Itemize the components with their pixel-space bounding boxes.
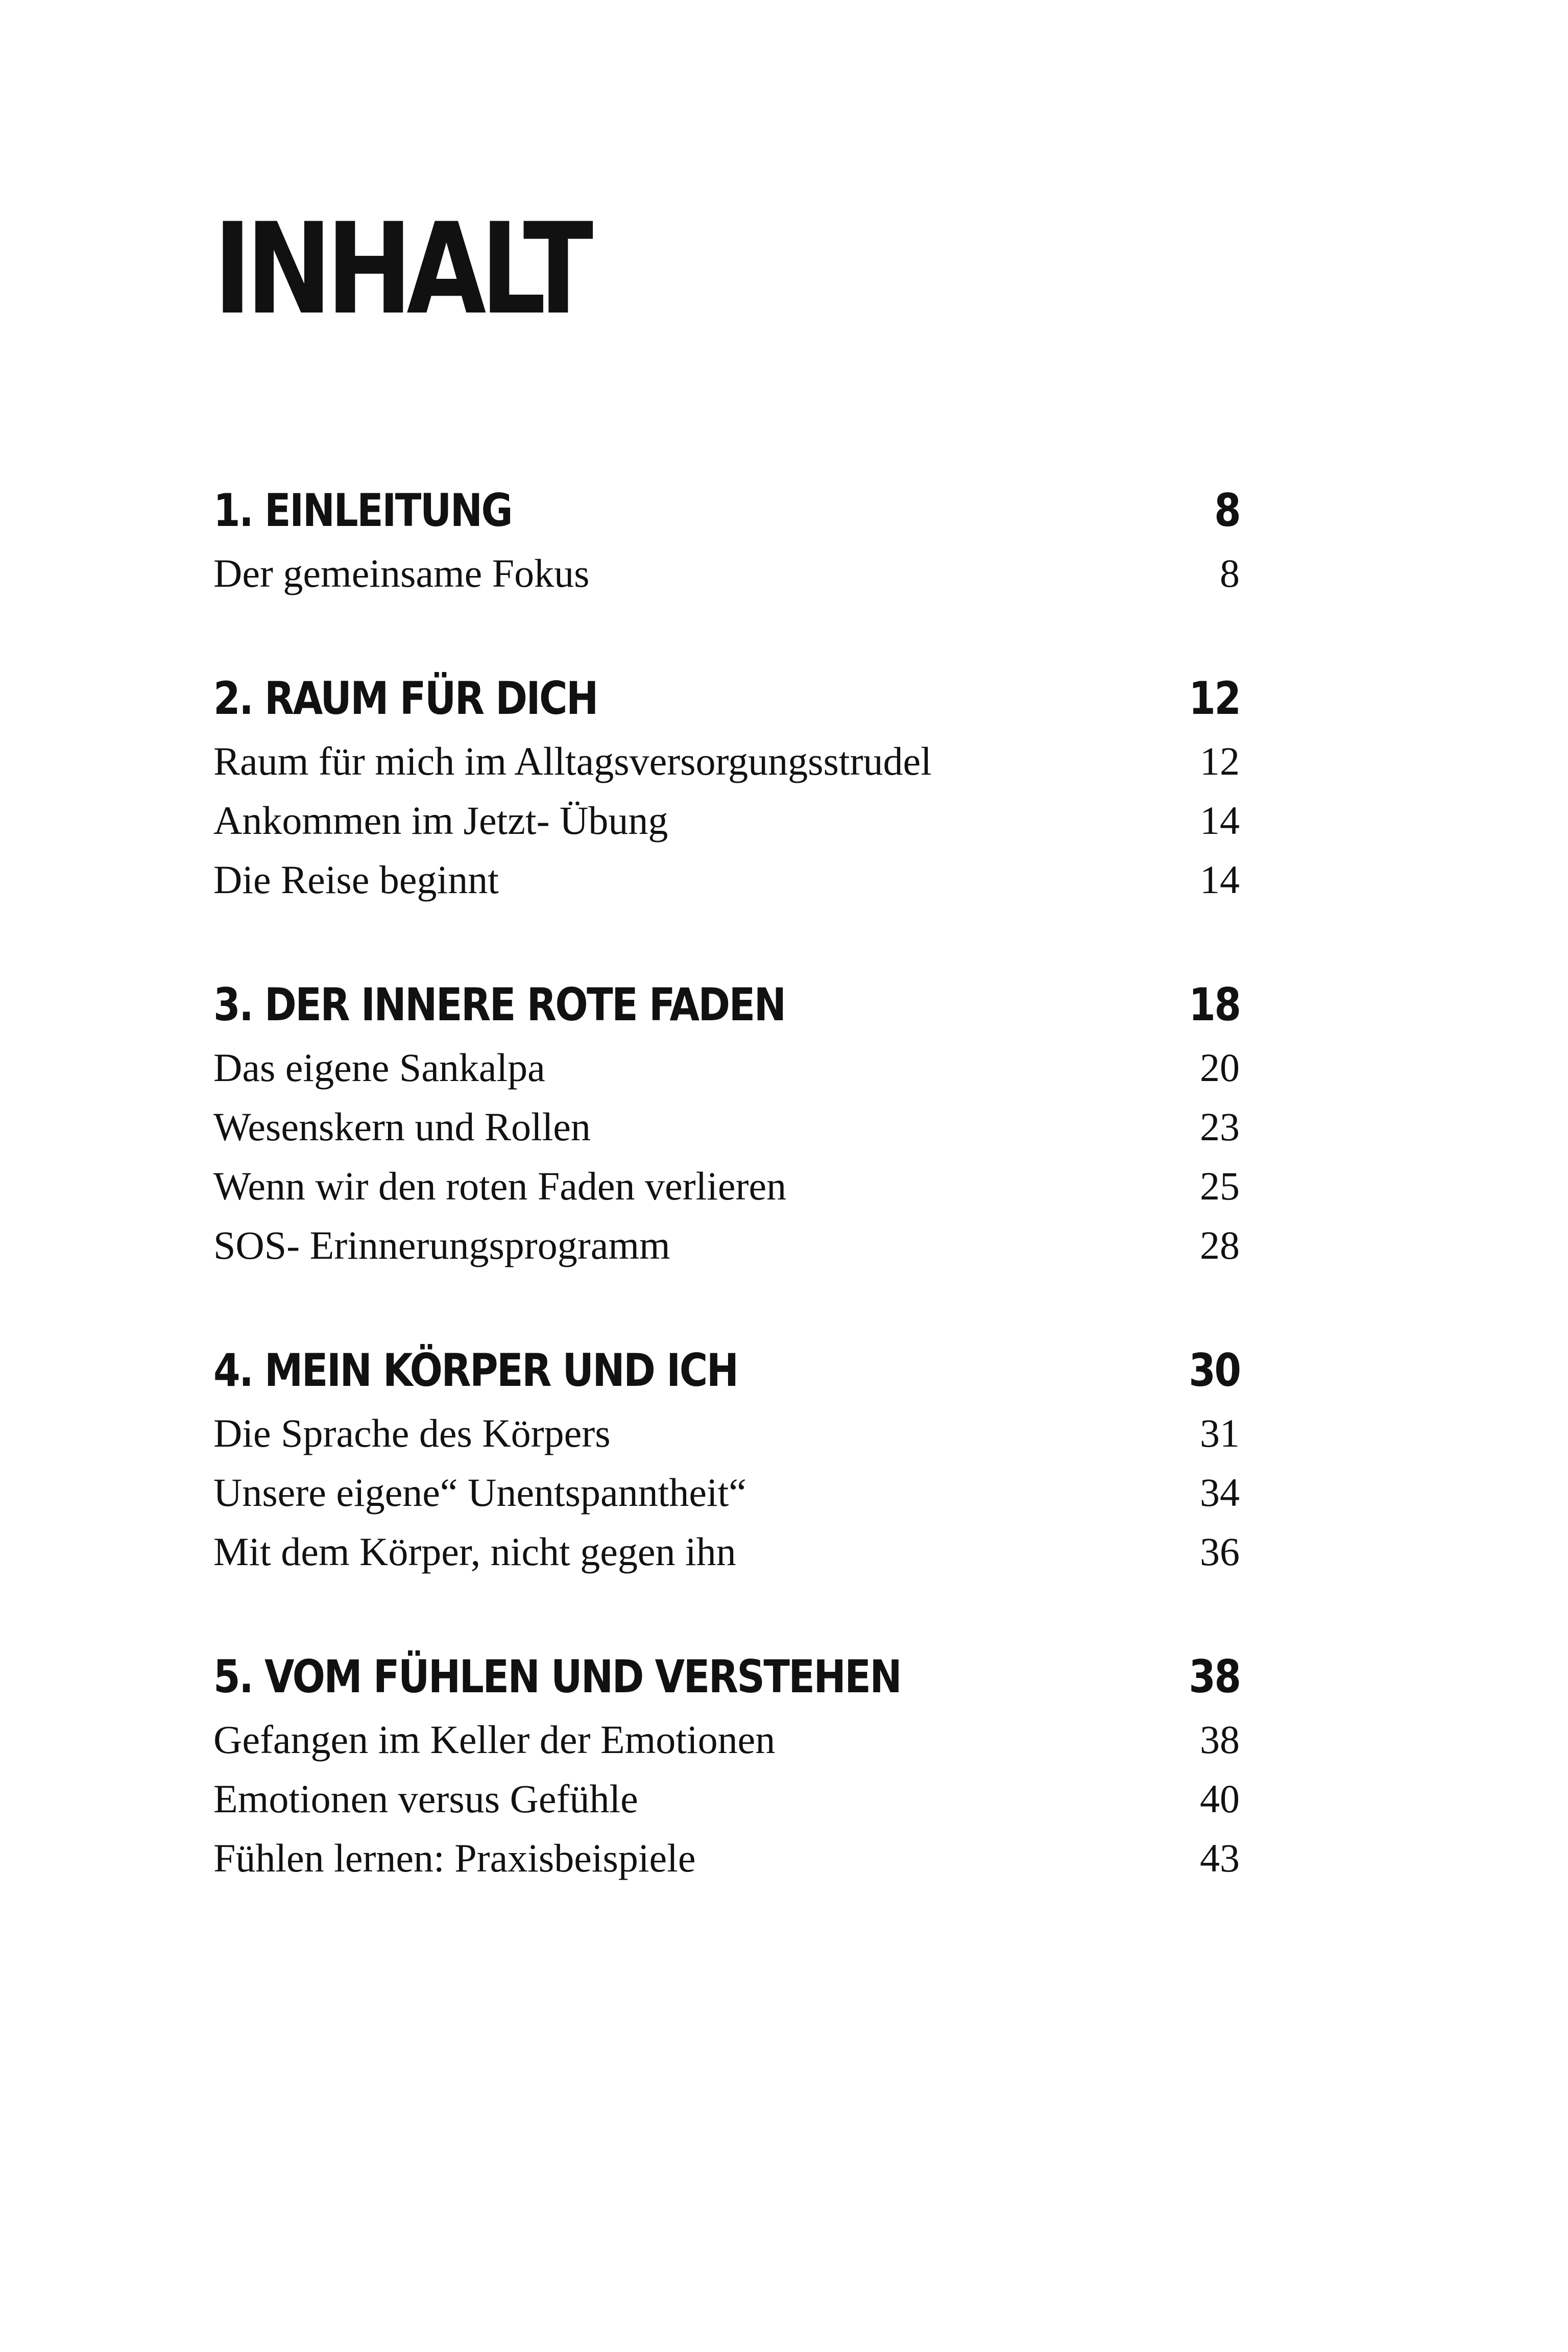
chapter-heading-row[interactable] (213, 477, 1240, 544)
entry-title: Das eigene Sankalpa (213, 1045, 545, 1090)
toc-entry[interactable] (213, 1097, 1240, 1157)
entry-page-number: 12 (1200, 739, 1240, 783)
entry-page-number: 14 (1200, 798, 1240, 843)
chapter-page-number: 30 (1188, 1344, 1240, 1397)
chapter-title: 4. MEIN KÖRPER UND ICH (213, 1344, 738, 1397)
entry-page-number: 34 (1200, 1470, 1240, 1515)
chapter-heading-row[interactable] (213, 1644, 1240, 1710)
entry-title: Gefangen im Keller der Emotionen (213, 1717, 776, 1762)
chapter-page-number: 12 (1188, 672, 1240, 725)
entry-page-number: 25 (1200, 1164, 1240, 1208)
page-title: INHALT (213, 197, 588, 343)
chapter-heading-row[interactable] (213, 665, 1240, 732)
toc-entry[interactable] (213, 791, 1240, 850)
chapter-title: 5. VOM FÜHLEN UND VERSTEHEN (213, 1650, 901, 1703)
chapter-page-number: 18 (1188, 978, 1240, 1031)
entry-title: Emotionen versus Gefühle (213, 1777, 638, 1821)
toc-section-3 (213, 972, 1240, 1275)
toc-section-5 (213, 1644, 1240, 1888)
toc-entry[interactable] (213, 732, 1240, 791)
toc-section-1 (213, 477, 1240, 603)
entry-page-number: 31 (1200, 1411, 1240, 1455)
toc-entry[interactable] (213, 1710, 1240, 1769)
chapter-title: 3. DER INNERE ROTE FADEN (213, 978, 785, 1031)
toc-section-2 (213, 665, 1240, 909)
entry-page-number: 23 (1200, 1105, 1240, 1149)
toc-entry[interactable] (213, 1769, 1240, 1829)
chapter-heading-row[interactable] (213, 972, 1240, 1038)
entry-title: Ankommen im Jetzt- Übung (213, 798, 668, 843)
toc-entry[interactable] (213, 1157, 1240, 1216)
entry-page-number: 8 (1220, 551, 1240, 595)
entry-title: SOS- Erinnerungsprogramm (213, 1223, 670, 1267)
toc-entry[interactable] (213, 850, 1240, 909)
entry-title: Fühlen lernen: Praxisbeispiele (213, 1836, 696, 1880)
entry-page-number: 38 (1200, 1717, 1240, 1762)
chapter-title: 1. EINLEITUNG (213, 484, 512, 537)
entry-page-number: 43 (1200, 1836, 1240, 1880)
entry-title: Wesenskern und Rollen (213, 1105, 591, 1149)
entry-title: Raum für mich im Alltagsversorgungsstrudel (213, 739, 932, 783)
toc-section-4 (213, 1337, 1240, 1581)
entry-page-number: 14 (1200, 857, 1240, 902)
chapter-title: 2. RAUM FÜR DICH (213, 672, 597, 725)
entry-page-number: 28 (1200, 1223, 1240, 1267)
entry-title: Mit dem Körper, nicht gegen ihn (213, 1529, 736, 1574)
toc-entry[interactable] (213, 544, 1240, 603)
toc-entry[interactable] (213, 1216, 1240, 1275)
toc-entry[interactable] (213, 1038, 1240, 1097)
toc-entry[interactable] (213, 1404, 1240, 1463)
entry-title: Die Reise beginnt (213, 857, 499, 902)
entry-page-number: 36 (1200, 1529, 1240, 1574)
chapter-page-number: 38 (1188, 1650, 1240, 1703)
toc-entry[interactable] (213, 1463, 1240, 1522)
table-of-contents (213, 477, 1240, 1950)
entry-title: Der gemeinsame Fokus (213, 551, 590, 595)
entry-title: Wenn wir den roten Faden verlieren (213, 1164, 787, 1208)
entry-title: Die Sprache des Körpers (213, 1411, 611, 1455)
toc-entry[interactable] (213, 1829, 1240, 1888)
entry-title: Unsere eigene“ Unentspanntheit“ (213, 1470, 746, 1515)
chapter-page-number: 8 (1214, 484, 1240, 537)
toc-entry[interactable] (213, 1522, 1240, 1581)
entry-page-number: 40 (1200, 1777, 1240, 1821)
chapter-heading-row[interactable] (213, 1337, 1240, 1404)
entry-page-number: 20 (1200, 1045, 1240, 1090)
